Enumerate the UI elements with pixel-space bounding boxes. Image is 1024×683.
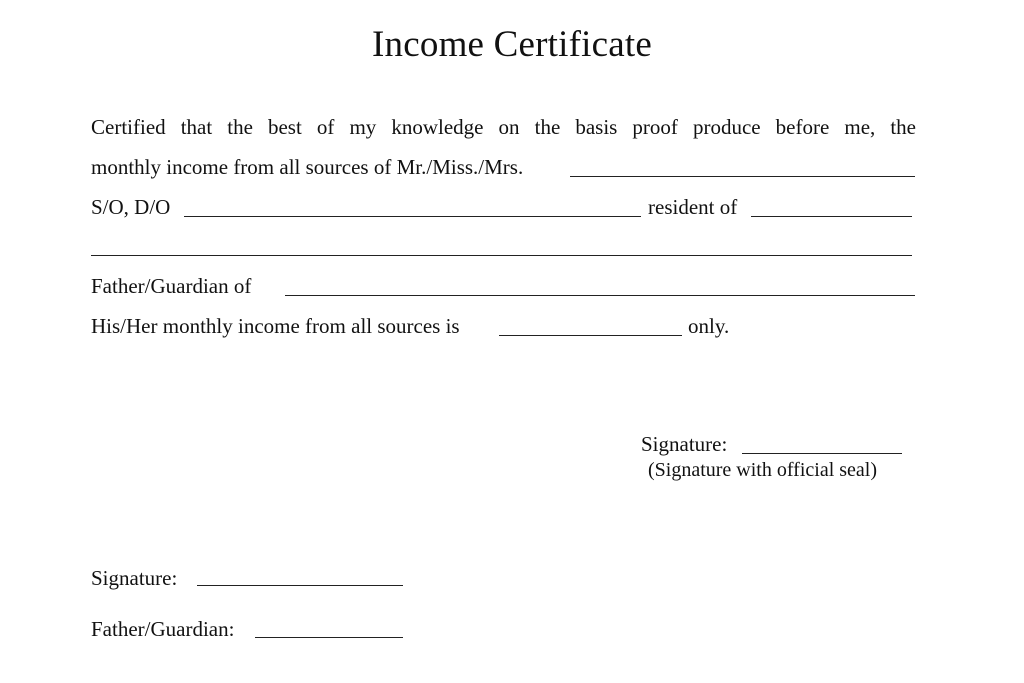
guardian-signature-blank-field[interactable] [255,637,403,638]
resident-blank-field[interactable] [751,216,912,217]
page-title: Income Certificate [372,24,652,65]
address-blank-field[interactable] [91,255,912,256]
officer-signature-label: Signature: [641,432,728,456]
guardian-signature-label: Father/Guardian: [91,617,235,641]
official-seal-caption: (Signature with official seal) [648,459,878,481]
resident-field-label: resident of [648,195,738,219]
name-field-label: monthly income from all sources of Mr./Miss./Mrs. [91,155,524,179]
guardian-blank-field[interactable] [285,295,915,296]
income-field-label: His/Her monthly income from all sources is [91,314,460,338]
officer-signature-blank-field[interactable] [742,453,902,454]
income-suffix: only. [688,314,730,338]
name-blank-field[interactable] [570,176,915,177]
applicant-signature-blank-field[interactable] [197,585,403,586]
guardian-field-label: Father/Guardian of [91,274,252,298]
certification-statement-line: Certified that the best of my knowledge on the basis proof produce before me, the [91,115,916,139]
parent-name-blank-field[interactable] [184,216,641,217]
parent-field-label: S/O, D/O [91,195,171,219]
applicant-signature-label: Signature: [91,566,178,590]
income-blank-field[interactable] [499,335,682,336]
